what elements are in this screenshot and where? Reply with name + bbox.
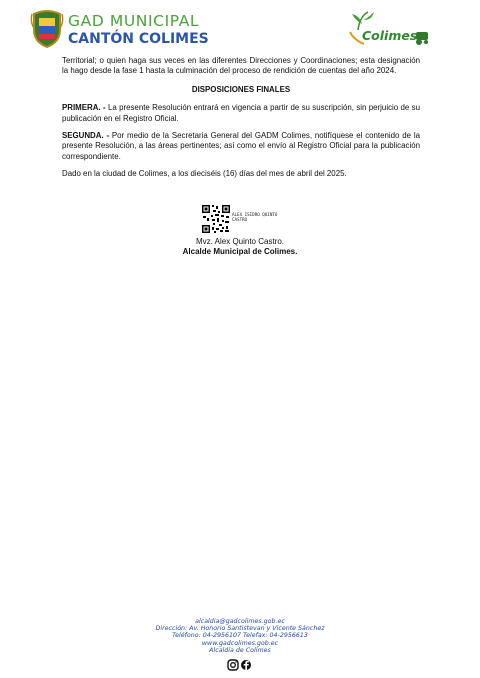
footer-website[interactable]: www.gadcolimes.gob.ec	[201, 639, 279, 647]
section-heading: DISPOSICIONES FINALES	[191, 84, 291, 94]
primera-label: PRIMERA. -	[62, 103, 106, 113]
social-icons	[222, 659, 258, 671]
qr-code-icon	[201, 204, 231, 234]
qr-signer-name: ALEX ISIDRO QUINTO CASTRO	[232, 212, 278, 222]
header-subtitle: CANTÓN COLIMES	[68, 31, 209, 47]
signer-name: Mvz. Alex Quinto Castro.	[195, 237, 285, 246]
footer	[0, 618, 480, 654]
document-body	[62, 56, 420, 187]
header-title: GAD MUNICIPAL	[68, 12, 200, 30]
segunda-paragraph	[62, 131, 420, 162]
footer-org: Alcaldía de Colimes	[209, 646, 271, 654]
segunda-text: Por medio de la Secretaria General del GADM Colimes, notifíquese el contenido de la presente Resolución, a las áreas pertinentes; así como el envío al Registro Oficial para la publicación correspondiente.	[62, 131, 420, 161]
primera-text: La presente Resolución entrará en vigencia a partir de su suscripción, sin perjuicio de su publicación en el Registro Oficial.	[62, 103, 420, 123]
colimes-logo-text: Colimes	[362, 28, 418, 43]
footer-email[interactable]: alcaldia@gadcolimes.gob.ec	[195, 618, 285, 625]
facebook-icon[interactable]	[241, 660, 251, 670]
municipal-shield-icon	[30, 8, 64, 48]
segunda-label: SEGUNDA. -	[62, 131, 110, 141]
dated-paragraph: Dado en la ciudad de Colimes, a los dieciséis (16) días del mes de abril del 2025.	[62, 169, 347, 179]
letterhead	[0, 0, 480, 56]
instagram-icon[interactable]	[228, 660, 238, 670]
footer-address: Dirección: Av. Honorio Santistevan y Vicente Sánchez	[155, 625, 325, 633]
primera-paragraph	[62, 103, 420, 124]
footer-phones: Teléfono: 04-2956107 Telefax: 04-2956613	[172, 632, 308, 640]
signer-title: Alcalde Municipal de Colimes.	[182, 247, 298, 256]
intro-paragraph: Territorial; o quien haga sus veces en las diferentes Direcciones y Coordinaciones; esta designación la hago desde la fase 1 hasta la culminación del proceso de rendición de cuentas del año 2024.	[62, 56, 420, 76]
